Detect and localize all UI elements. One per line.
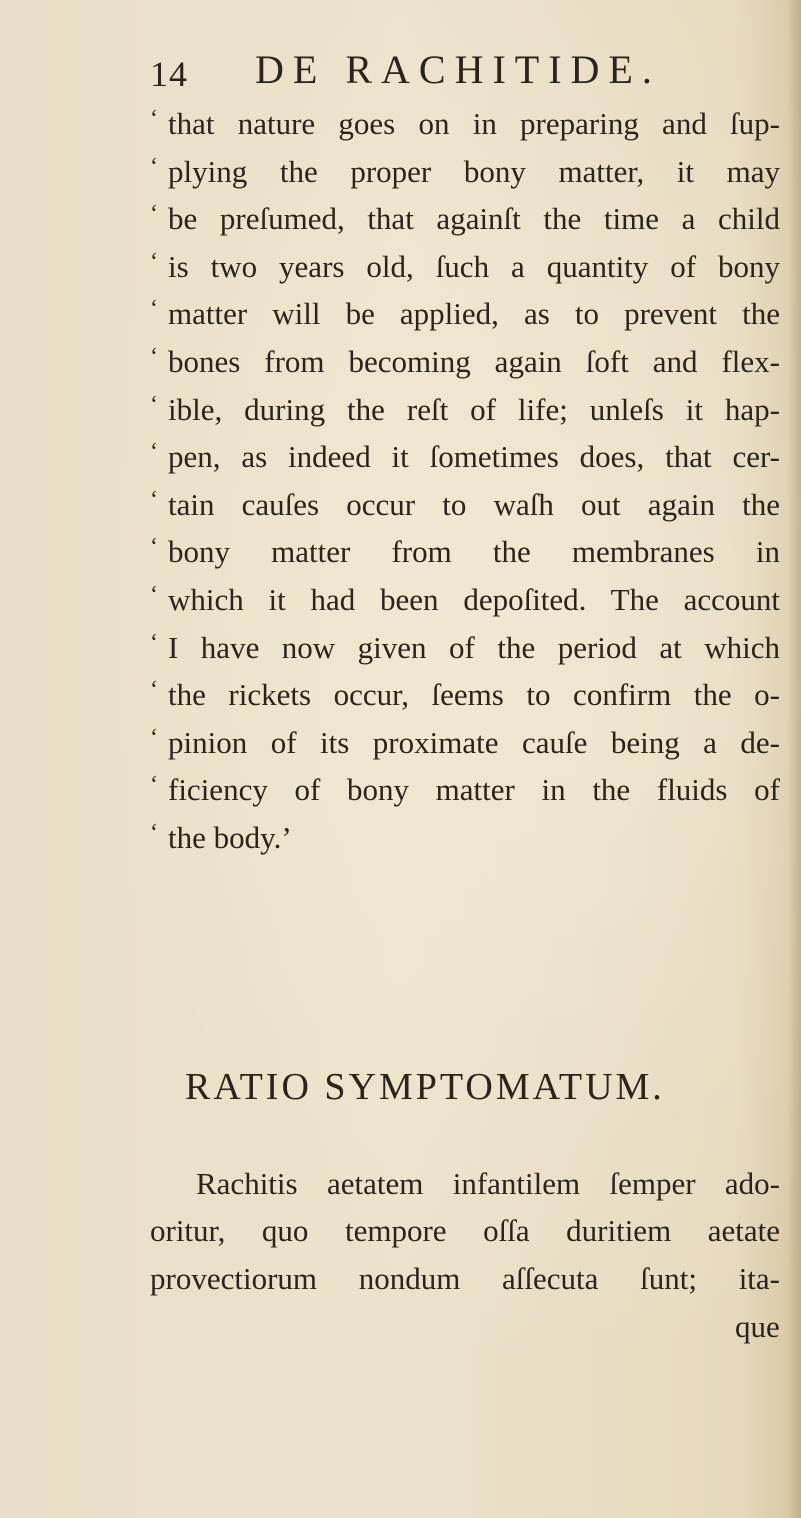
quote-mark: ‘ — [150, 629, 158, 656]
quote-line: ‘ which it had been depoſited. The account — [150, 576, 780, 624]
quote-mark: ‘ — [150, 343, 158, 370]
quote-line: ‘ bony matter from the membranes in — [150, 528, 780, 576]
paragraph-line: Rachitis aetatem infantilem ſemper ado- — [196, 1166, 780, 1201]
quote-line: ‘ ible, during the reſt of life; unleſs it hap- — [150, 386, 780, 434]
quote-mark: ‘ — [150, 248, 158, 275]
quote-mark: ‘ — [150, 724, 158, 751]
quote-line: ‘ the rickets occur, ſeems to confirm the o- — [150, 671, 780, 719]
quote-line: ‘ be preſumed, that againſt the time a child — [150, 195, 780, 243]
catchword: que — [735, 1309, 780, 1344]
quote-mark: ‘ — [150, 201, 158, 228]
quote-mark: ‘ — [150, 486, 158, 513]
quote-mark: ‘ — [150, 391, 158, 418]
quote-line: ‘ I have now given of the period at which — [150, 624, 780, 672]
quoted-passage — [150, 100, 780, 862]
page-edge-shadow — [787, 0, 801, 1518]
quote-mark: ‘ — [150, 534, 158, 561]
quote-line: ‘ the body.’ — [150, 814, 780, 862]
quote-line: ‘ tain cauſes occur to waſh out again the — [150, 481, 780, 529]
quote-line: ‘ pinion of its proximate cauſe being a de- — [150, 719, 780, 767]
page-number: 14 — [150, 54, 188, 94]
quote-line: ‘ is two years old, ſuch a quantity of bony — [150, 243, 780, 291]
quote-mark: ‘ — [150, 106, 158, 132]
quote-line: ‘ matter will be applied, as to prevent the — [150, 290, 780, 338]
section-heading: RATIO SYMPTOMATUM. — [185, 1066, 665, 1108]
running-header — [150, 48, 710, 92]
quote-line: ‘ bones from becoming again ſoft and flex- — [150, 338, 780, 386]
paragraph-line: oritur, quo tempore oſſa duritiem aetate — [150, 1213, 780, 1249]
quote-mark: ‘ — [150, 819, 158, 846]
quote-mark: ‘ — [150, 153, 158, 180]
quote-mark: ‘ — [150, 581, 158, 608]
paragraph-line: proveсtiorum nondum aſſecuta ſunt; ita- — [150, 1260, 780, 1296]
quote-mark: ‘ — [150, 296, 158, 323]
quote-line: ‘ ficiency of bony matter in the fluids of — [150, 766, 780, 814]
quote-mark: ‘ — [150, 677, 158, 704]
latin-paragraph — [150, 1160, 780, 1302]
quote-mark: ‘ — [150, 439, 158, 466]
quote-line: ‘ plying the proper bony matter, it may — [150, 148, 780, 196]
quote-mark: ‘ — [150, 772, 158, 799]
quote-line: ‘ that nature goes on in preparing and ſup- — [150, 100, 780, 148]
quote-line: ‘ pen, as indeed it ſometimes does, that cer- — [150, 433, 780, 481]
running-title: DE RACHITIDE. — [255, 47, 661, 92]
